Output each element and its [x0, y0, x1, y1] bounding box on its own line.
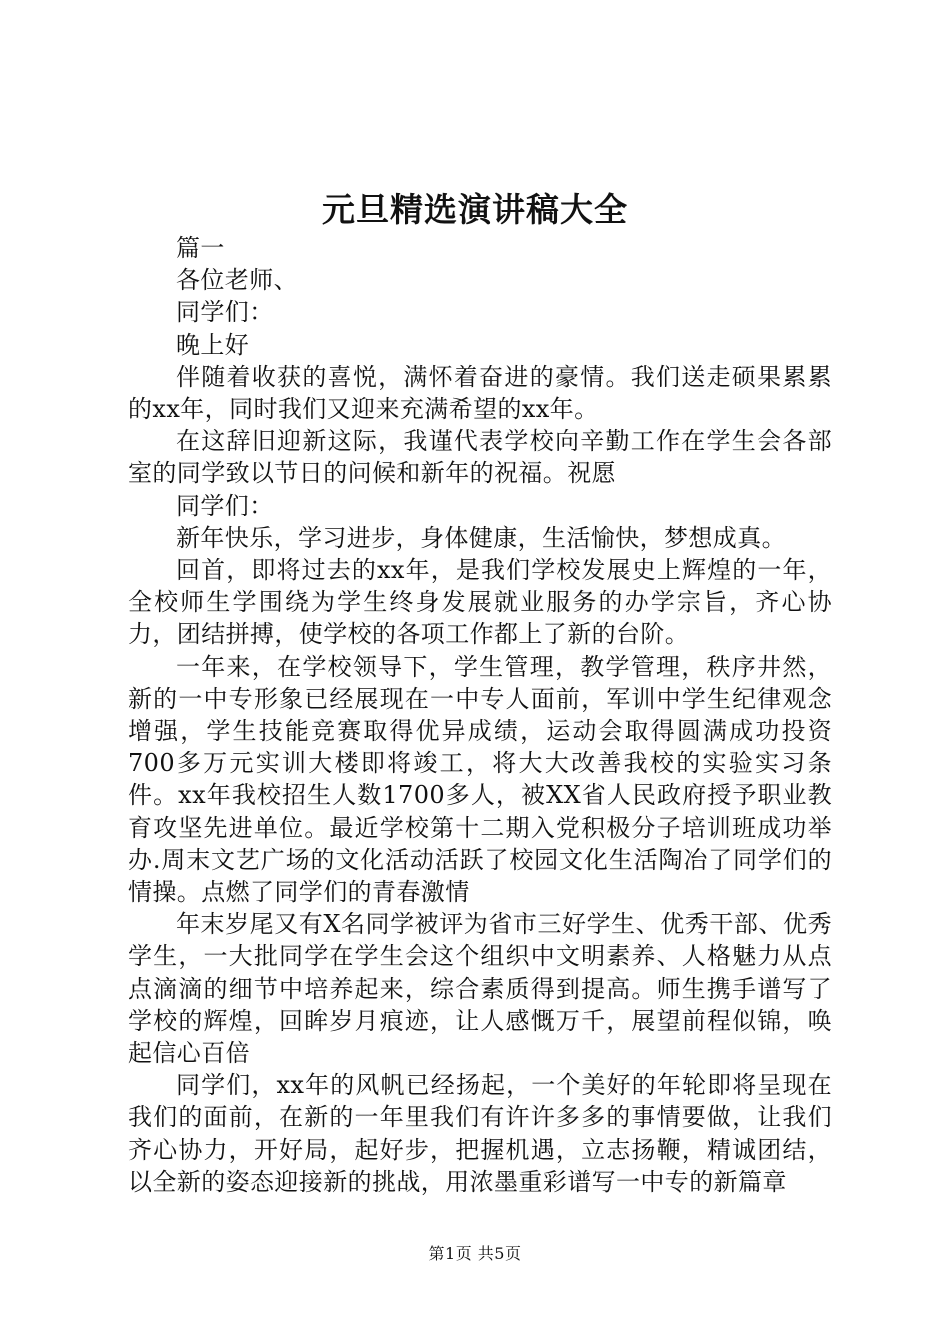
paragraph: 晚上好: [176, 330, 250, 359]
paragraph: 同学们：: [176, 298, 274, 327]
document-title: 元旦精选演讲稿大全: [322, 190, 628, 229]
paragraph: 新年快乐，学习进步，身体健康，生活愉快，梦想成真。: [176, 523, 786, 552]
paragraph: 同学们，xx年的风帆已经扬起，一个美好的年轮即将呈现在我们的面前，在新的一年里我们有许许多多的事情要做，让我们齐心协力，开好局，起好步，把握机遇，立志扬鞭，精诚团结，以全新的姿态迎接新的挑战，用浓墨重彩谱写一中专的新篇章: [128, 1071, 832, 1196]
paragraph: 同学们：: [176, 491, 274, 520]
paragraph: 伴随着收获的喜悦，满怀着奋进的豪情。我们送走硕果累累的xx年，同时我们又迎来充满希望的xx年。: [128, 362, 832, 424]
paragraph: 各位老师、: [176, 266, 298, 295]
paragraph: 一年来，在学校领导下，学生管理，教学管理，秩序井然，新的一中专形象已经展现在一中专人面前，军训中学生纪律观念增强，学生技能竞赛取得优异成绩，运动会取得圆满成功投资700多万元实训大楼即将竣工，将大大改善我校的实验实习条件。xx年我校招生人数1700多人，被XX省人民政府授予职业教育攻坚先进单位。最近学校第十二期入党积极分子培训班成功举办.周末文艺广场的文化活动活跃了校园文化生活陶冶了同学们的情操。点燃了同学们的青春激情: [128, 652, 832, 907]
paragraph: 年末岁尾又有X名同学被评为省市三好学生、优秀干部、优秀学生，一大批同学在学生会这个组织中文明素养、人格魅力从点点滴滴的细节中培养起来，综合素质得到提高。师生携手谱写了学校的辉煌，回眸岁月痕迹，让人感慨万千，展望前程似锦，唤起信心百倍: [128, 910, 832, 1068]
paragraph: 篇一: [176, 234, 225, 262]
paragraph: 在这辞旧迎新这际，我谨代表学校向辛勤工作在学生会各部室的同学致以节日的问候和新年的祝福。祝愿: [128, 427, 832, 488]
page-footer: 第1页 共5页: [428, 1244, 522, 1263]
paragraph: 回首，即将过去的xx年，是我们学校发展史上辉煌的一年，全校师生学围绕为学生终身发展就业服务的办学宗旨，齐心协力，团结拼搏，使学校的各项工作都上了新的台阶。: [128, 556, 832, 649]
document-body: [128, 232, 832, 1198]
